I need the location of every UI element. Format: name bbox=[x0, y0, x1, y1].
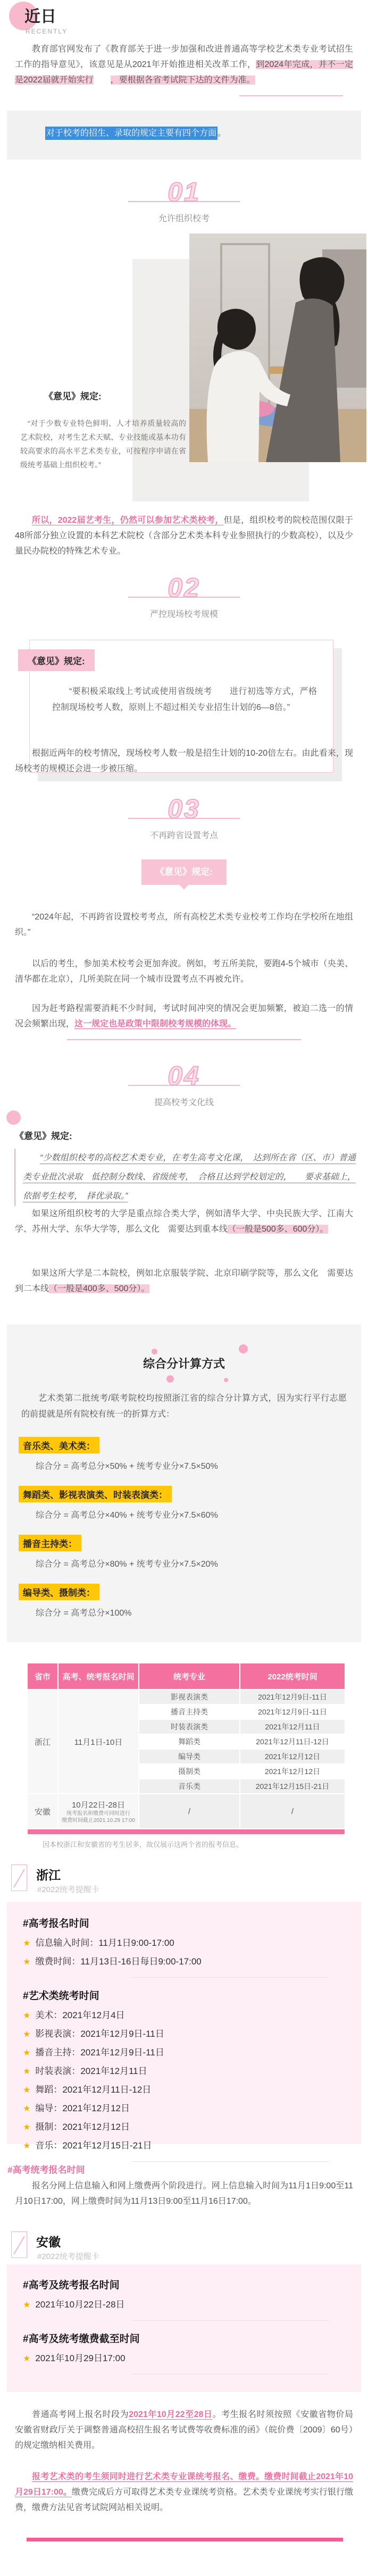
star-icon: ★ bbox=[23, 2123, 31, 2132]
table-cell-major: 舞蹈类 bbox=[139, 1735, 239, 1749]
section-01-number: 01 bbox=[168, 177, 200, 207]
star-icon: ★ bbox=[23, 2301, 31, 2310]
table-header-cell: 统考专业 bbox=[139, 1663, 239, 1689]
zhejiang-section-header bbox=[11, 1861, 224, 1895]
formula-label: 播音主持类： bbox=[19, 1535, 81, 1551]
pink-circle-decoration bbox=[6, 1110, 21, 1125]
section-01-body bbox=[0, 232, 368, 509]
card-heading: #高考报名时间 bbox=[23, 1918, 89, 1929]
star-icon: ★ bbox=[23, 1939, 31, 1948]
table-cell-major: 摄制类 bbox=[139, 1764, 239, 1778]
section-04-title: 提高校考文化线 bbox=[154, 1098, 214, 1107]
star-icon: ★ bbox=[23, 2086, 31, 2095]
table-cell-time: / bbox=[240, 1794, 345, 1828]
table-cell-province: 浙江 bbox=[28, 1690, 57, 1793]
formula-text: 综合分 = 高考总分×40% + 统考专业分×7.5×60% bbox=[36, 1511, 218, 1520]
bottom-pink-bar bbox=[27, 2538, 343, 2541]
composite-score-panel bbox=[7, 1324, 361, 1642]
intro-paragraph bbox=[15, 41, 353, 88]
section-03-comment-1: 以后的考生，参加美术校考会更加奔波。例如，考五所美院，要跑4-5个城市（央美、清华都在北京），几所美院在同一个城市设置考点不再被允许。 bbox=[15, 959, 353, 984]
section-04-header bbox=[0, 1063, 368, 1108]
card-item: ★ 2021年10月29日17:00 bbox=[23, 2353, 126, 2363]
panel-intro: 艺术类第二批统考/联考院校均按照浙江省的综合分计算方式，因为实行平行志愿的前提就是所有院校有统一的折算方式： bbox=[21, 1394, 347, 1419]
formula-label: 编导类、摄制类： bbox=[19, 1584, 99, 1600]
card-divider bbox=[131, 2161, 329, 2162]
table-header-row bbox=[28, 1663, 345, 1689]
dot-decoration bbox=[166, 1375, 174, 1383]
table-cell-time: 2021年12月11日 bbox=[240, 1720, 345, 1734]
section-04-quote: “少数组织校考的高校艺术类专业，在考生高考文化课， 达到所在省（区、市）普通类专业批次录取 低控制分数线、省级统考， 合格且达到学校划定的， 要求基础上，依据考生校考， 择优录取。” bbox=[14, 1149, 356, 1206]
province-title: 浙江 bbox=[36, 1868, 61, 1882]
zhejiang-note-heading: #高考统考报名时间 bbox=[7, 2165, 85, 2175]
section-01-comment: 所以，2022届艺考生，仍然可以参加艺术类校考，但是，组织校考的院校范围仅限于48所部分独立设置的本科艺术院校（含部分艺术类本科专业参照执行的少数高校），以及少量民办院校的特殊艺术专业。 bbox=[15, 516, 353, 556]
star-icon: ★ bbox=[23, 2142, 31, 2151]
section-01-quote: “对于少数专业特色鲜明、人才培养质量较高的艺术院校，对考生艺术天赋、专业技能或基本功有较高要求的高水平艺术类专业，可按程序申请在省级统考基础上组织校考。” bbox=[20, 419, 186, 469]
intro-highlight-1: 到2024年完成，并不一定是2022届就开始实行 bbox=[15, 60, 353, 85]
regulation-tag-bubble: 《意见》规定: bbox=[141, 859, 227, 885]
bubble-pointer bbox=[179, 884, 189, 890]
table-cell-time: 2021年12月11日-12日 bbox=[240, 1735, 345, 1749]
card-heading: #高考及统考报名时间 bbox=[23, 2280, 120, 2291]
pink-emphasis: 这一规定也是政策中限制校考规模的体现。 bbox=[74, 1019, 237, 1028]
slash-icon bbox=[11, 1864, 27, 1891]
section-03-title: 不再跨省设置考点 bbox=[149, 831, 218, 840]
table-cell-major: 音乐类 bbox=[139, 1779, 239, 1793]
star-icon: ★ bbox=[23, 2104, 31, 2113]
star-icon: ★ bbox=[23, 2011, 31, 2020]
formula-text: 综合分 = 高考总分×100% bbox=[36, 1609, 132, 1618]
table-cell-major: 时装表演类 bbox=[139, 1720, 239, 1734]
dance-studio-photo bbox=[189, 233, 366, 462]
card-item: ★ 编导：2021年12月12日 bbox=[23, 2103, 130, 2113]
table-cell-major: / bbox=[139, 1794, 239, 1828]
intro-highlight-2: ，要根据各省考试院下达的文件为准。 bbox=[110, 76, 255, 85]
section-03-number: 03 bbox=[168, 794, 200, 824]
table-cell-regtime: 10月22日-28日 统考报名和缴费可同时进行 缴费时间截止2021.10.29 17:00 bbox=[58, 1794, 138, 1828]
formula-label: 音乐类、美术类： bbox=[19, 1437, 99, 1453]
pink-underline-decoration bbox=[239, 95, 343, 96]
card-divider bbox=[131, 1977, 329, 1978]
intro-text: 教育部官网发布了《教育部关于进一步加强和改进普通高等学校艺术类专业考试招生工作的指导意见》，该意见是从2021年开始推进相关改革工作， bbox=[15, 45, 353, 69]
table-cell-time: 2021年12月12日 bbox=[240, 1764, 345, 1778]
card-item: ★ 信息输入时间：11月1日9:00-17:00 bbox=[23, 1938, 174, 1948]
intro-gap bbox=[94, 76, 111, 85]
pink-divider bbox=[67, 1039, 301, 1040]
table-cell-major: 播音主持类 bbox=[139, 1705, 239, 1719]
star-icon: ★ bbox=[23, 2048, 31, 2058]
regulation-label: 《意见》规定: bbox=[44, 391, 102, 402]
card-item: ★ 摄制：2021年12月12日 bbox=[23, 2122, 130, 2132]
section-02-header bbox=[0, 574, 368, 620]
star-icon: ★ bbox=[23, 2030, 31, 2039]
regulation-label: 《意见》规定: bbox=[18, 649, 95, 671]
section-03-comment-2: 因为赶考路程需要消耗不少时间，考试时间冲突的情况会更加频繁，被迫二选一的情况会频繁出现，这一规定也是政策中限制校考规模的体现。 bbox=[15, 1004, 353, 1028]
formula-text: 综合分 = 高考总分×80% + 统考专业分×7.5×20% bbox=[36, 1560, 218, 1569]
section-04-comment-1: 如果这所组织校考的大学是重点综合类大学，例如清华大学、中央民族大学、江南大学、苏州大学、东华大学等，那么文化 需要达到重本线（一般是500多、600分）。 bbox=[15, 1209, 353, 1234]
table-header-cell: 2022统考时间 bbox=[240, 1663, 345, 1689]
formula-group bbox=[19, 1437, 361, 1471]
card-item: ★ 2021年10月22日-28日 bbox=[23, 2299, 125, 2310]
formula-label: 舞蹈类、影视表演类、时装表演类： bbox=[19, 1486, 172, 1502]
card-divider bbox=[131, 2320, 329, 2321]
regulation-label: 《意见》规定: bbox=[15, 1131, 72, 1141]
table-cell-major: 影视表演类 bbox=[139, 1690, 239, 1704]
star-icon: ★ bbox=[23, 1958, 31, 1967]
formula-group bbox=[19, 1535, 361, 1569]
zhejiang-reminder-card bbox=[7, 1902, 361, 2151]
table-cell-time: 2021年12月12日 bbox=[240, 1750, 345, 1763]
zhejiang-note-body: 报名分网上信息输入和网上缴费两个阶段进行。网上信息输入时间为11月1日9:00至11月10日17:00，网上缴费时间为11月13日9:00至11月16日17:00。 bbox=[15, 2181, 353, 2206]
dot-decoration bbox=[224, 1378, 228, 1382]
section-02-number: 02 bbox=[168, 573, 200, 603]
table-bottom-bar bbox=[28, 1829, 345, 1834]
anhui-section-header bbox=[11, 2228, 224, 2262]
anhui-note-2: 报考艺术类的考生须同时进行艺术类专业课统考报名、缴费。缴费时间截止2021年10月29日17:00。缴费完成后方可取得艺术类专业课统考资格。艺术类专业课统考实行银行缴费，缴费方法见省考试院网站相关说明。 bbox=[15, 2472, 353, 2512]
table-header-cell: 省市 bbox=[28, 1663, 57, 1689]
table-cell-major: 编导类 bbox=[139, 1750, 239, 1763]
card-heading: #艺术类统考时间 bbox=[23, 1990, 99, 2002]
slash-icon bbox=[11, 2231, 27, 2258]
pink-emphasis: 所以，2022届艺考生，仍然可以参加艺术类校考， bbox=[32, 516, 224, 525]
overview-line: 对于校考的招生、录取的规定主要有四个方面 。 bbox=[28, 126, 340, 141]
section-03-header bbox=[0, 796, 368, 841]
formula-text: 综合分 = 高考总分×50% + 统考专业分×7.5×50% bbox=[36, 1462, 218, 1471]
section-03-quote: “2024年起，不再跨省设置校考考点，所有高校艺术类专业校考工作均在学校所在地组织。” bbox=[15, 913, 353, 937]
table-body bbox=[28, 1690, 345, 1828]
province-subtitle: #2022统考提醒卡 bbox=[37, 2252, 99, 2261]
star-icon: ★ bbox=[23, 2354, 31, 2363]
panel-title: 综合分计算方式 bbox=[143, 1357, 225, 1370]
section-02-title: 严控现场校考规模 bbox=[149, 610, 218, 619]
section-02-quote: “要积极采取线上考试或使用省级统考 进行初选等方式，严格控制现场校考人数，原则上不超过相关专业招生计划的6—8倍。” bbox=[52, 687, 317, 712]
exam-schedule-table bbox=[28, 1663, 345, 1834]
table-cell-time: 2021年12月15日-21日 bbox=[240, 1779, 345, 1793]
formula-group bbox=[19, 1584, 361, 1618]
card-item: ★ 播音主持：2021年12月9日-11日 bbox=[23, 2047, 164, 2058]
section-04-number: 04 bbox=[168, 1061, 200, 1091]
section-04-comment-2: 如果这所大学是二本院校，例如北京服装学院、北京印刷学院等，那么文化 需要达到二本线（一般是400多、500分）。 bbox=[15, 1269, 353, 1293]
page-subtitle: RECENTLY bbox=[26, 28, 68, 35]
formula-group bbox=[19, 1486, 361, 1520]
overview-highlight: 对于校考的招生、录取的规定主要有四个方面 bbox=[45, 127, 218, 140]
page-title: 近日 bbox=[24, 8, 56, 26]
card-item: ★ 时装表演：2021年12月11日 bbox=[23, 2066, 147, 2076]
card-item: ★ 缴费时间：11月13日-16日每日9:00-17:00 bbox=[23, 1956, 202, 1967]
card-item: ★ 影视表演：2021年12月9日-11日 bbox=[23, 2029, 164, 2039]
province-title: 安徽 bbox=[36, 2235, 61, 2249]
card-item: ★ 舞蹈：2021年12月11日-12日 bbox=[23, 2085, 152, 2095]
table-cell-regtime: 11月1日-10日 bbox=[58, 1690, 138, 1793]
section-01-header bbox=[0, 179, 368, 224]
pink-highlight: （一般是500多、600分）。 bbox=[228, 1225, 329, 1234]
pink-highlight: （一般是400多、500分）。 bbox=[49, 1284, 150, 1293]
section-01-title: 允许组织校考 bbox=[158, 214, 210, 223]
card-item: ★ 音乐：2021年12月15日-21日 bbox=[23, 2140, 152, 2151]
star-icon: ★ bbox=[23, 2067, 31, 2076]
card-heading: #高考及统考缴费截至时间 bbox=[23, 2334, 140, 2345]
table-header-cell: 高考、统考报名时间 bbox=[58, 1663, 138, 1689]
section-02-comment: 根据近两年的校考情况，现场校考人数一般是招生计划的10-20倍左右。由此看来，现场校考的规模还会进一步被压缩。 bbox=[15, 749, 353, 773]
pink-emphasis: 2021年10月22至28日 bbox=[129, 2410, 213, 2419]
table-cell-time: 2021年12月9日-11日 bbox=[240, 1705, 345, 1719]
anhui-note-1: 普通高考网上报名时段为2021年10月22至28日。考生报名时须按照《安徽省物价局 安徽省财政厅关于调整普通高校招生报名考试费等收费标准的函》（皖价费〔2009〕60号）的规定缴纳相关费用。 bbox=[15, 2410, 353, 2450]
anhui-reminder-card bbox=[7, 2264, 361, 2392]
pink-emphasis: 报考艺术类的考生须同时进行艺术类专业课统考报名、缴费。缴费时间截止2021年10月29日17:00。 bbox=[15, 2472, 353, 2497]
card-item: ★ 美术：2021年12月4日 bbox=[23, 2010, 125, 2020]
table-cell-province: 安徽 bbox=[28, 1794, 57, 1828]
province-subtitle: #2022统考提醒卡 bbox=[37, 1885, 99, 1894]
table-cell-time: 2021年12月9日-11日 bbox=[240, 1690, 345, 1704]
overview-box bbox=[7, 111, 361, 160]
table-caption: 因本校浙江和安徽省的考生居多，故仅展示这两个省的报考信息。 bbox=[43, 1841, 244, 1849]
